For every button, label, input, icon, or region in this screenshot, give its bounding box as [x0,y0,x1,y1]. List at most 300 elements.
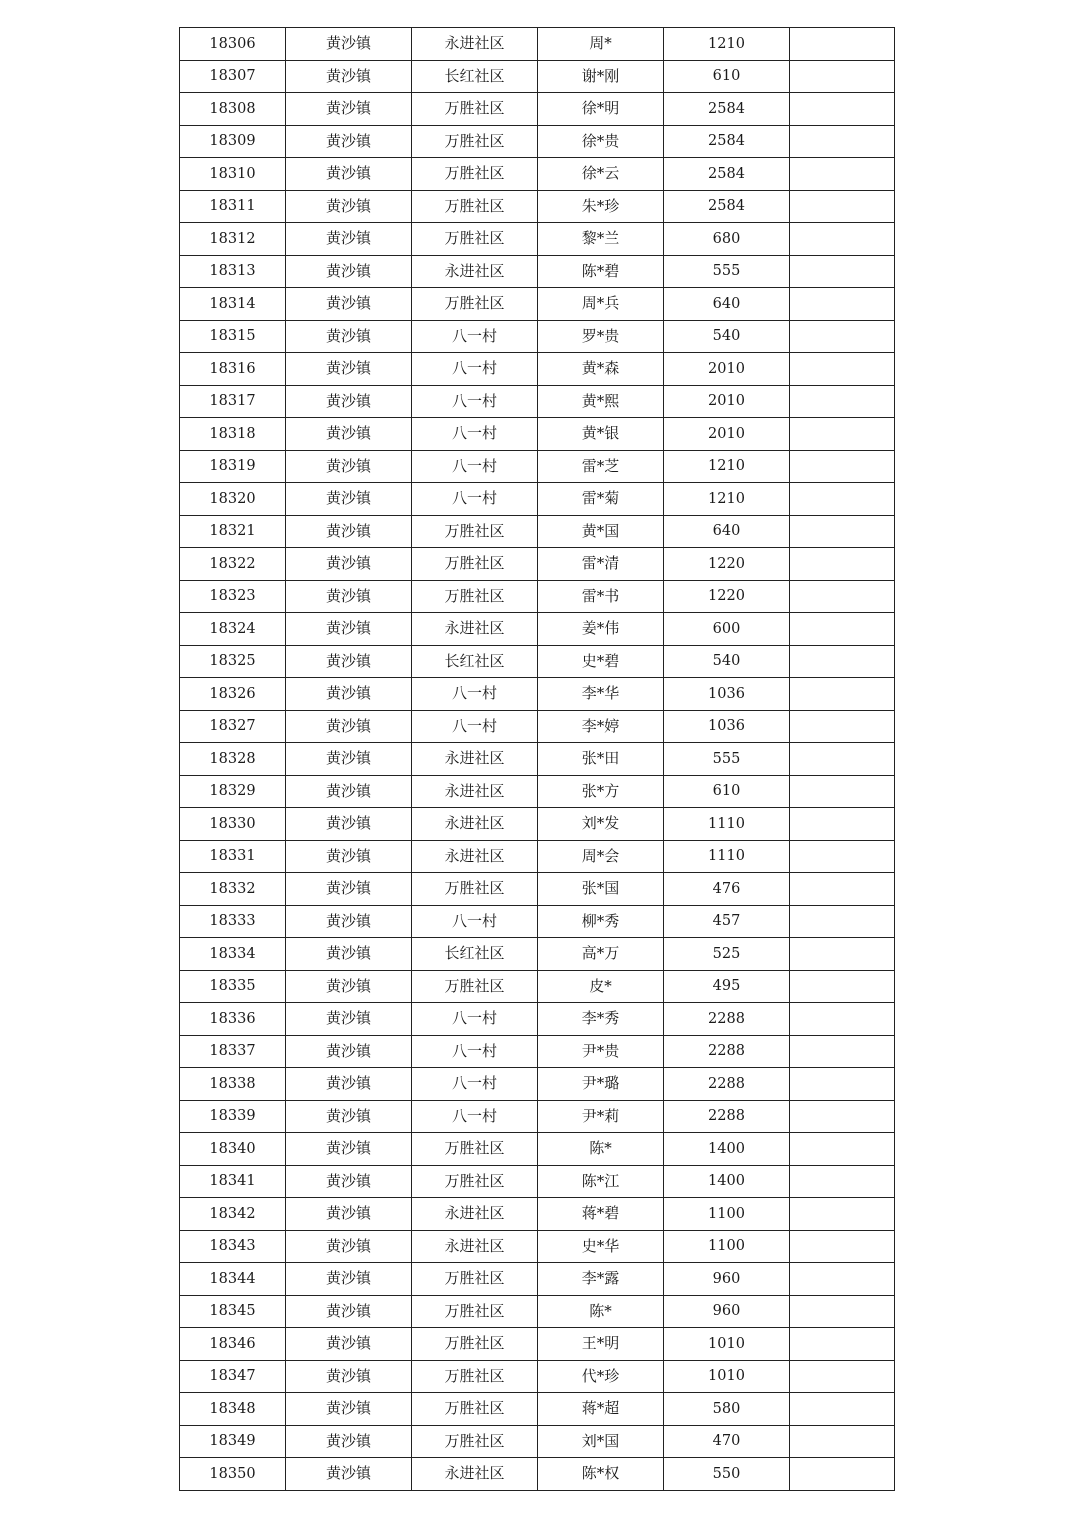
name-cell: 李*秀 [538,1003,664,1036]
serial-number-cell: 18321 [180,515,286,548]
serial-number-cell: 18322 [180,548,286,581]
serial-number-cell: 18315 [180,320,286,353]
community-cell: 八一村 [412,450,538,483]
amount-cell: 580 [664,1393,790,1426]
community-cell: 永进社区 [412,775,538,808]
serial-number-cell: 18347 [180,1360,286,1393]
remark-cell [790,418,895,451]
table-row [180,548,895,581]
remark-cell [790,450,895,483]
serial-number-cell: 18332 [180,873,286,906]
town-cell: 黄沙镇 [286,938,412,971]
town-cell: 黄沙镇 [286,385,412,418]
remark-cell [790,1035,895,1068]
remark-cell [790,28,895,61]
community-cell: 万胜社区 [412,1393,538,1426]
table-row [180,93,895,126]
town-cell: 黄沙镇 [286,580,412,613]
town-cell: 黄沙镇 [286,678,412,711]
remark-cell [790,840,895,873]
amount-cell: 1400 [664,1133,790,1166]
name-cell: 史*华 [538,1230,664,1263]
table-row [180,1035,895,1068]
community-cell: 万胜社区 [412,125,538,158]
remark-cell [790,905,895,938]
serial-number-cell: 18334 [180,938,286,971]
table-row [180,385,895,418]
remark-cell [790,678,895,711]
remark-cell [790,743,895,776]
town-cell: 黄沙镇 [286,1133,412,1166]
table-row [180,255,895,288]
community-cell: 万胜社区 [412,158,538,191]
remark-cell [790,255,895,288]
remark-cell [790,548,895,581]
table-row [180,905,895,938]
name-cell: 尹*璐 [538,1068,664,1101]
town-cell: 黄沙镇 [286,1165,412,1198]
table-row [180,1360,895,1393]
town-cell: 黄沙镇 [286,1003,412,1036]
serial-number-cell: 18343 [180,1230,286,1263]
table-row [180,190,895,223]
town-cell: 黄沙镇 [286,93,412,126]
remark-cell [790,613,895,646]
town-cell: 黄沙镇 [286,840,412,873]
remark-cell [790,1360,895,1393]
table-row [180,775,895,808]
amount-cell: 2288 [664,1035,790,1068]
community-cell: 万胜社区 [412,288,538,321]
town-cell: 黄沙镇 [286,970,412,1003]
serial-number-cell: 18307 [180,60,286,93]
community-cell: 长红社区 [412,60,538,93]
amount-cell: 2010 [664,353,790,386]
amount-cell: 1110 [664,808,790,841]
remark-cell [790,1425,895,1458]
amount-cell: 457 [664,905,790,938]
remark-cell [790,1068,895,1101]
serial-number-cell: 18328 [180,743,286,776]
remark-cell [790,483,895,516]
amount-cell: 525 [664,938,790,971]
community-cell: 万胜社区 [412,970,538,1003]
name-cell: 史*碧 [538,645,664,678]
table-row [180,450,895,483]
name-cell: 王*明 [538,1328,664,1361]
town-cell: 黄沙镇 [286,613,412,646]
town-cell: 黄沙镇 [286,1425,412,1458]
name-cell: 徐*云 [538,158,664,191]
table-row [180,483,895,516]
amount-cell: 1400 [664,1165,790,1198]
community-cell: 永进社区 [412,255,538,288]
town-cell: 黄沙镇 [286,223,412,256]
community-cell: 万胜社区 [412,1133,538,1166]
town-cell: 黄沙镇 [286,905,412,938]
amount-cell: 1220 [664,580,790,613]
amount-cell: 555 [664,255,790,288]
remark-cell [790,938,895,971]
community-cell: 八一村 [412,1003,538,1036]
remark-cell [790,645,895,678]
remark-cell [790,1165,895,1198]
name-cell: 张*国 [538,873,664,906]
amount-cell: 555 [664,743,790,776]
table-row [180,60,895,93]
amount-cell: 1036 [664,710,790,743]
name-cell: 陈*碧 [538,255,664,288]
table-row [180,840,895,873]
name-cell: 蒋*碧 [538,1198,664,1231]
community-cell: 永进社区 [412,840,538,873]
community-cell: 永进社区 [412,1230,538,1263]
community-cell: 长红社区 [412,645,538,678]
table-row [180,1100,895,1133]
community-cell: 万胜社区 [412,548,538,581]
name-cell: 徐*明 [538,93,664,126]
remark-cell [790,873,895,906]
town-cell: 黄沙镇 [286,1068,412,1101]
remark-cell [790,158,895,191]
amount-cell: 1100 [664,1230,790,1263]
remark-cell [790,60,895,93]
amount-cell: 640 [664,515,790,548]
town-cell: 黄沙镇 [286,60,412,93]
name-cell: 姜*伟 [538,613,664,646]
serial-number-cell: 18331 [180,840,286,873]
table-row [180,808,895,841]
table-row [180,1165,895,1198]
remark-cell [790,1263,895,1296]
name-cell: 刘*国 [538,1425,664,1458]
serial-number-cell: 18341 [180,1165,286,1198]
amount-cell: 476 [664,873,790,906]
community-cell: 八一村 [412,1035,538,1068]
serial-number-cell: 18338 [180,1068,286,1101]
serial-number-cell: 18344 [180,1263,286,1296]
serial-number-cell: 18309 [180,125,286,158]
town-cell: 黄沙镇 [286,1360,412,1393]
name-cell: 周*会 [538,840,664,873]
remark-cell [790,125,895,158]
community-cell: 万胜社区 [412,873,538,906]
serial-number-cell: 18316 [180,353,286,386]
serial-number-cell: 18350 [180,1458,286,1491]
remark-cell [790,1458,895,1491]
remark-cell [790,1230,895,1263]
name-cell: 谢*刚 [538,60,664,93]
table-row [180,1393,895,1426]
name-cell: 雷*书 [538,580,664,613]
table-row [180,1263,895,1296]
serial-number-cell: 18327 [180,710,286,743]
serial-number-cell: 18313 [180,255,286,288]
table-row [180,678,895,711]
name-cell: 张*方 [538,775,664,808]
community-cell: 八一村 [412,418,538,451]
town-cell: 黄沙镇 [286,125,412,158]
community-cell: 八一村 [412,320,538,353]
table-row [180,970,895,1003]
name-cell: 黄*森 [538,353,664,386]
serial-number-cell: 18335 [180,970,286,1003]
table-row [180,353,895,386]
community-cell: 万胜社区 [412,1165,538,1198]
name-cell: 柳*秀 [538,905,664,938]
serial-number-cell: 18337 [180,1035,286,1068]
community-cell: 八一村 [412,1100,538,1133]
table-row [180,1458,895,1491]
town-cell: 黄沙镇 [286,28,412,61]
remark-cell [790,385,895,418]
amount-cell: 680 [664,223,790,256]
serial-number-cell: 18308 [180,93,286,126]
community-cell: 万胜社区 [412,1295,538,1328]
town-cell: 黄沙镇 [286,1393,412,1426]
town-cell: 黄沙镇 [286,320,412,353]
remark-cell [790,1100,895,1133]
town-cell: 黄沙镇 [286,450,412,483]
table-row [180,320,895,353]
serial-number-cell: 18330 [180,808,286,841]
name-cell: 周*兵 [538,288,664,321]
community-cell: 万胜社区 [412,1263,538,1296]
serial-number-cell: 18310 [180,158,286,191]
community-cell: 万胜社区 [412,223,538,256]
town-cell: 黄沙镇 [286,775,412,808]
serial-number-cell: 18349 [180,1425,286,1458]
name-cell: 雷*芝 [538,450,664,483]
town-cell: 黄沙镇 [286,1100,412,1133]
serial-number-cell: 18346 [180,1328,286,1361]
town-cell: 黄沙镇 [286,483,412,516]
amount-cell: 2584 [664,125,790,158]
serial-number-cell: 18345 [180,1295,286,1328]
community-cell: 八一村 [412,385,538,418]
town-cell: 黄沙镇 [286,1328,412,1361]
serial-number-cell: 18323 [180,580,286,613]
name-cell: 黄*熙 [538,385,664,418]
community-cell: 永进社区 [412,28,538,61]
serial-number-cell: 18329 [180,775,286,808]
remark-cell [790,1328,895,1361]
amount-cell: 540 [664,320,790,353]
town-cell: 黄沙镇 [286,548,412,581]
name-cell: 皮* [538,970,664,1003]
serial-number-cell: 18314 [180,288,286,321]
town-cell: 黄沙镇 [286,1263,412,1296]
table-row [180,1328,895,1361]
table-row [180,1198,895,1231]
table-row [180,873,895,906]
name-cell: 陈*江 [538,1165,664,1198]
table-body [180,28,895,1491]
amount-cell: 1210 [664,483,790,516]
remark-cell [790,1003,895,1036]
name-cell: 黎*兰 [538,223,664,256]
name-cell: 周* [538,28,664,61]
table-row [180,158,895,191]
amount-cell: 2288 [664,1100,790,1133]
name-cell: 黄*国 [538,515,664,548]
town-cell: 黄沙镇 [286,418,412,451]
community-cell: 八一村 [412,905,538,938]
name-cell: 雷*清 [538,548,664,581]
name-cell: 尹*贵 [538,1035,664,1068]
table-row [180,743,895,776]
community-cell: 八一村 [412,678,538,711]
serial-number-cell: 18333 [180,905,286,938]
remark-cell [790,190,895,223]
name-cell: 高*万 [538,938,664,971]
table-row [180,125,895,158]
amount-cell: 495 [664,970,790,1003]
town-cell: 黄沙镇 [286,710,412,743]
community-cell: 永进社区 [412,743,538,776]
name-cell: 罗*贵 [538,320,664,353]
serial-number-cell: 18319 [180,450,286,483]
remark-cell [790,223,895,256]
community-cell: 永进社区 [412,1458,538,1491]
remark-cell [790,808,895,841]
serial-number-cell: 18311 [180,190,286,223]
table-row [180,1068,895,1101]
table-row [180,1003,895,1036]
amount-cell: 960 [664,1263,790,1296]
town-cell: 黄沙镇 [286,873,412,906]
town-cell: 黄沙镇 [286,1295,412,1328]
amount-cell: 2584 [664,93,790,126]
amount-cell: 2288 [664,1003,790,1036]
table-row [180,418,895,451]
remark-cell [790,1393,895,1426]
amount-cell: 960 [664,1295,790,1328]
table-row [180,645,895,678]
amount-cell: 640 [664,288,790,321]
community-cell: 万胜社区 [412,190,538,223]
community-cell: 万胜社区 [412,515,538,548]
serial-number-cell: 18326 [180,678,286,711]
amount-cell: 1110 [664,840,790,873]
town-cell: 黄沙镇 [286,1230,412,1263]
amount-cell: 600 [664,613,790,646]
community-cell: 万胜社区 [412,1425,538,1458]
remark-cell [790,1133,895,1166]
serial-number-cell: 18336 [180,1003,286,1036]
town-cell: 黄沙镇 [286,743,412,776]
town-cell: 黄沙镇 [286,808,412,841]
remark-cell [790,288,895,321]
town-cell: 黄沙镇 [286,158,412,191]
amount-cell: 2010 [664,418,790,451]
serial-number-cell: 18317 [180,385,286,418]
community-cell: 万胜社区 [412,580,538,613]
serial-number-cell: 18320 [180,483,286,516]
remark-cell [790,710,895,743]
community-cell: 万胜社区 [412,1328,538,1361]
town-cell: 黄沙镇 [286,190,412,223]
table-row [180,515,895,548]
town-cell: 黄沙镇 [286,255,412,288]
serial-number-cell: 18325 [180,645,286,678]
community-cell: 八一村 [412,1068,538,1101]
serial-number-cell: 18348 [180,1393,286,1426]
serial-number-cell: 18324 [180,613,286,646]
name-cell: 雷*菊 [538,483,664,516]
town-cell: 黄沙镇 [286,288,412,321]
town-cell: 黄沙镇 [286,1458,412,1491]
community-cell: 万胜社区 [412,1360,538,1393]
amount-cell: 1100 [664,1198,790,1231]
remark-cell [790,775,895,808]
remark-cell [790,580,895,613]
name-cell: 陈* [538,1295,664,1328]
community-cell: 八一村 [412,483,538,516]
name-cell: 张*田 [538,743,664,776]
name-cell: 陈* [538,1133,664,1166]
remark-cell [790,93,895,126]
community-cell: 永进社区 [412,1198,538,1231]
amount-cell: 470 [664,1425,790,1458]
table-row [180,28,895,61]
name-cell: 徐*贵 [538,125,664,158]
community-cell: 永进社区 [412,808,538,841]
name-cell: 李*婷 [538,710,664,743]
amount-cell: 1210 [664,450,790,483]
community-cell: 长红社区 [412,938,538,971]
amount-cell: 2584 [664,190,790,223]
table-row [180,288,895,321]
amount-cell: 1010 [664,1360,790,1393]
serial-number-cell: 18312 [180,223,286,256]
table-row [180,1133,895,1166]
amount-cell: 1210 [664,28,790,61]
amount-cell: 1220 [664,548,790,581]
remark-cell [790,515,895,548]
remark-cell [790,1295,895,1328]
community-cell: 万胜社区 [412,93,538,126]
name-cell: 刘*发 [538,808,664,841]
serial-number-cell: 18342 [180,1198,286,1231]
town-cell: 黄沙镇 [286,1198,412,1231]
name-cell: 尹*莉 [538,1100,664,1133]
table-row [180,1425,895,1458]
table-row [180,223,895,256]
serial-number-cell: 18340 [180,1133,286,1166]
table-row [180,1295,895,1328]
town-cell: 黄沙镇 [286,1035,412,1068]
name-cell: 黄*银 [538,418,664,451]
amount-cell: 2010 [664,385,790,418]
amount-cell: 610 [664,60,790,93]
community-cell: 八一村 [412,710,538,743]
serial-number-cell: 18318 [180,418,286,451]
name-cell: 李*露 [538,1263,664,1296]
community-cell: 永进社区 [412,613,538,646]
name-cell: 陈*权 [538,1458,664,1491]
data-table [179,27,895,1491]
amount-cell: 610 [664,775,790,808]
amount-cell: 1010 [664,1328,790,1361]
name-cell: 朱*珍 [538,190,664,223]
amount-cell: 2584 [664,158,790,191]
community-cell: 八一村 [412,353,538,386]
table-row [180,1230,895,1263]
table-row [180,580,895,613]
remark-cell [790,320,895,353]
name-cell: 李*华 [538,678,664,711]
